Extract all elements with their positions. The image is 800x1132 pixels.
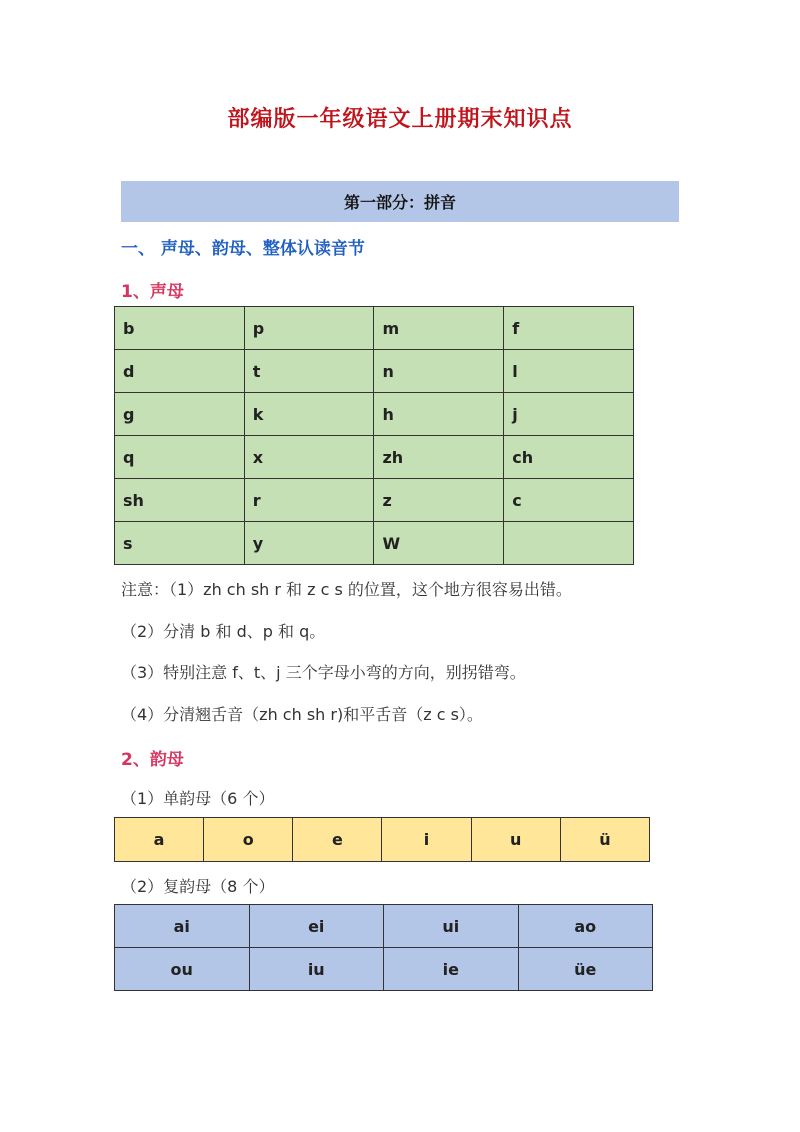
table-cell: x	[244, 436, 374, 479]
table-cell: o	[204, 818, 293, 862]
note-line: 注意：（1）zh ch sh r 和 z c s 的位置，这个地方很容易出错。	[121, 580, 572, 599]
table-cell: ai	[115, 905, 250, 948]
table-cell: W	[374, 522, 504, 565]
table-cell: f	[504, 307, 634, 350]
table-cell: l	[504, 350, 634, 393]
table-row	[115, 436, 634, 479]
table-cell: y	[244, 522, 374, 565]
table-cell: k	[244, 393, 374, 436]
table-cell: n	[374, 350, 504, 393]
note-line: （2）分清 b 和 d、p 和 q。	[121, 622, 326, 641]
table-cell: u	[471, 818, 560, 862]
note-line: （3）特别注意 f、t、j 三个字母小弯的方向，别拐错弯。	[121, 663, 526, 682]
table-cell: g	[115, 393, 245, 436]
table-cell: sh	[115, 479, 245, 522]
compound-finals-table	[114, 904, 653, 991]
table-cell: p	[244, 307, 374, 350]
initials-heading: 1、声母	[121, 282, 184, 302]
table-cell: zh	[374, 436, 504, 479]
table-cell: s	[115, 522, 245, 565]
table-cell: ou	[115, 948, 250, 991]
table-cell: z	[374, 479, 504, 522]
note-line: （4）分清翘舌音（zh ch sh r)和平舌音（z c s）。	[121, 705, 483, 724]
table-cell: a	[115, 818, 204, 862]
table-cell: q	[115, 436, 245, 479]
table-row	[115, 905, 653, 948]
table-cell: h	[374, 393, 504, 436]
table-row	[115, 307, 634, 350]
table-cell: r	[244, 479, 374, 522]
table-cell: ch	[504, 436, 634, 479]
simple-finals-table	[114, 817, 650, 862]
simple-finals-label: （1）单韵母（6 个）	[121, 789, 275, 808]
initials-table	[114, 306, 634, 565]
table-row	[115, 393, 634, 436]
table-cell: iu	[249, 948, 384, 991]
table-cell: ei	[249, 905, 384, 948]
document-title: 部编版一年级语文上册期末知识点	[227, 107, 573, 132]
table-cell: ao	[518, 905, 653, 948]
table-cell: t	[244, 350, 374, 393]
table-cell: i	[382, 818, 471, 862]
table-cell: e	[293, 818, 382, 862]
table-cell: üe	[518, 948, 653, 991]
compound-finals-label: （2）复韵母（8 个）	[121, 877, 275, 896]
table-cell: ü	[560, 818, 649, 862]
table-row	[115, 479, 634, 522]
table-cell: m	[374, 307, 504, 350]
table-cell: j	[504, 393, 634, 436]
section-heading: 一、 声母、韵母、整体认读音节	[121, 239, 365, 259]
part-title: 第一部分：拼音	[343, 193, 456, 212]
table-cell: c	[504, 479, 634, 522]
part-banner	[121, 181, 679, 222]
finals-heading: 2、韵母	[121, 750, 184, 770]
table-row	[115, 350, 634, 393]
table-cell	[504, 522, 634, 565]
table-cell: ie	[384, 948, 519, 991]
table-cell: b	[115, 307, 245, 350]
table-row	[115, 522, 634, 565]
table-cell: ui	[384, 905, 519, 948]
table-row	[115, 818, 650, 862]
table-row	[115, 948, 653, 991]
table-cell: d	[115, 350, 245, 393]
